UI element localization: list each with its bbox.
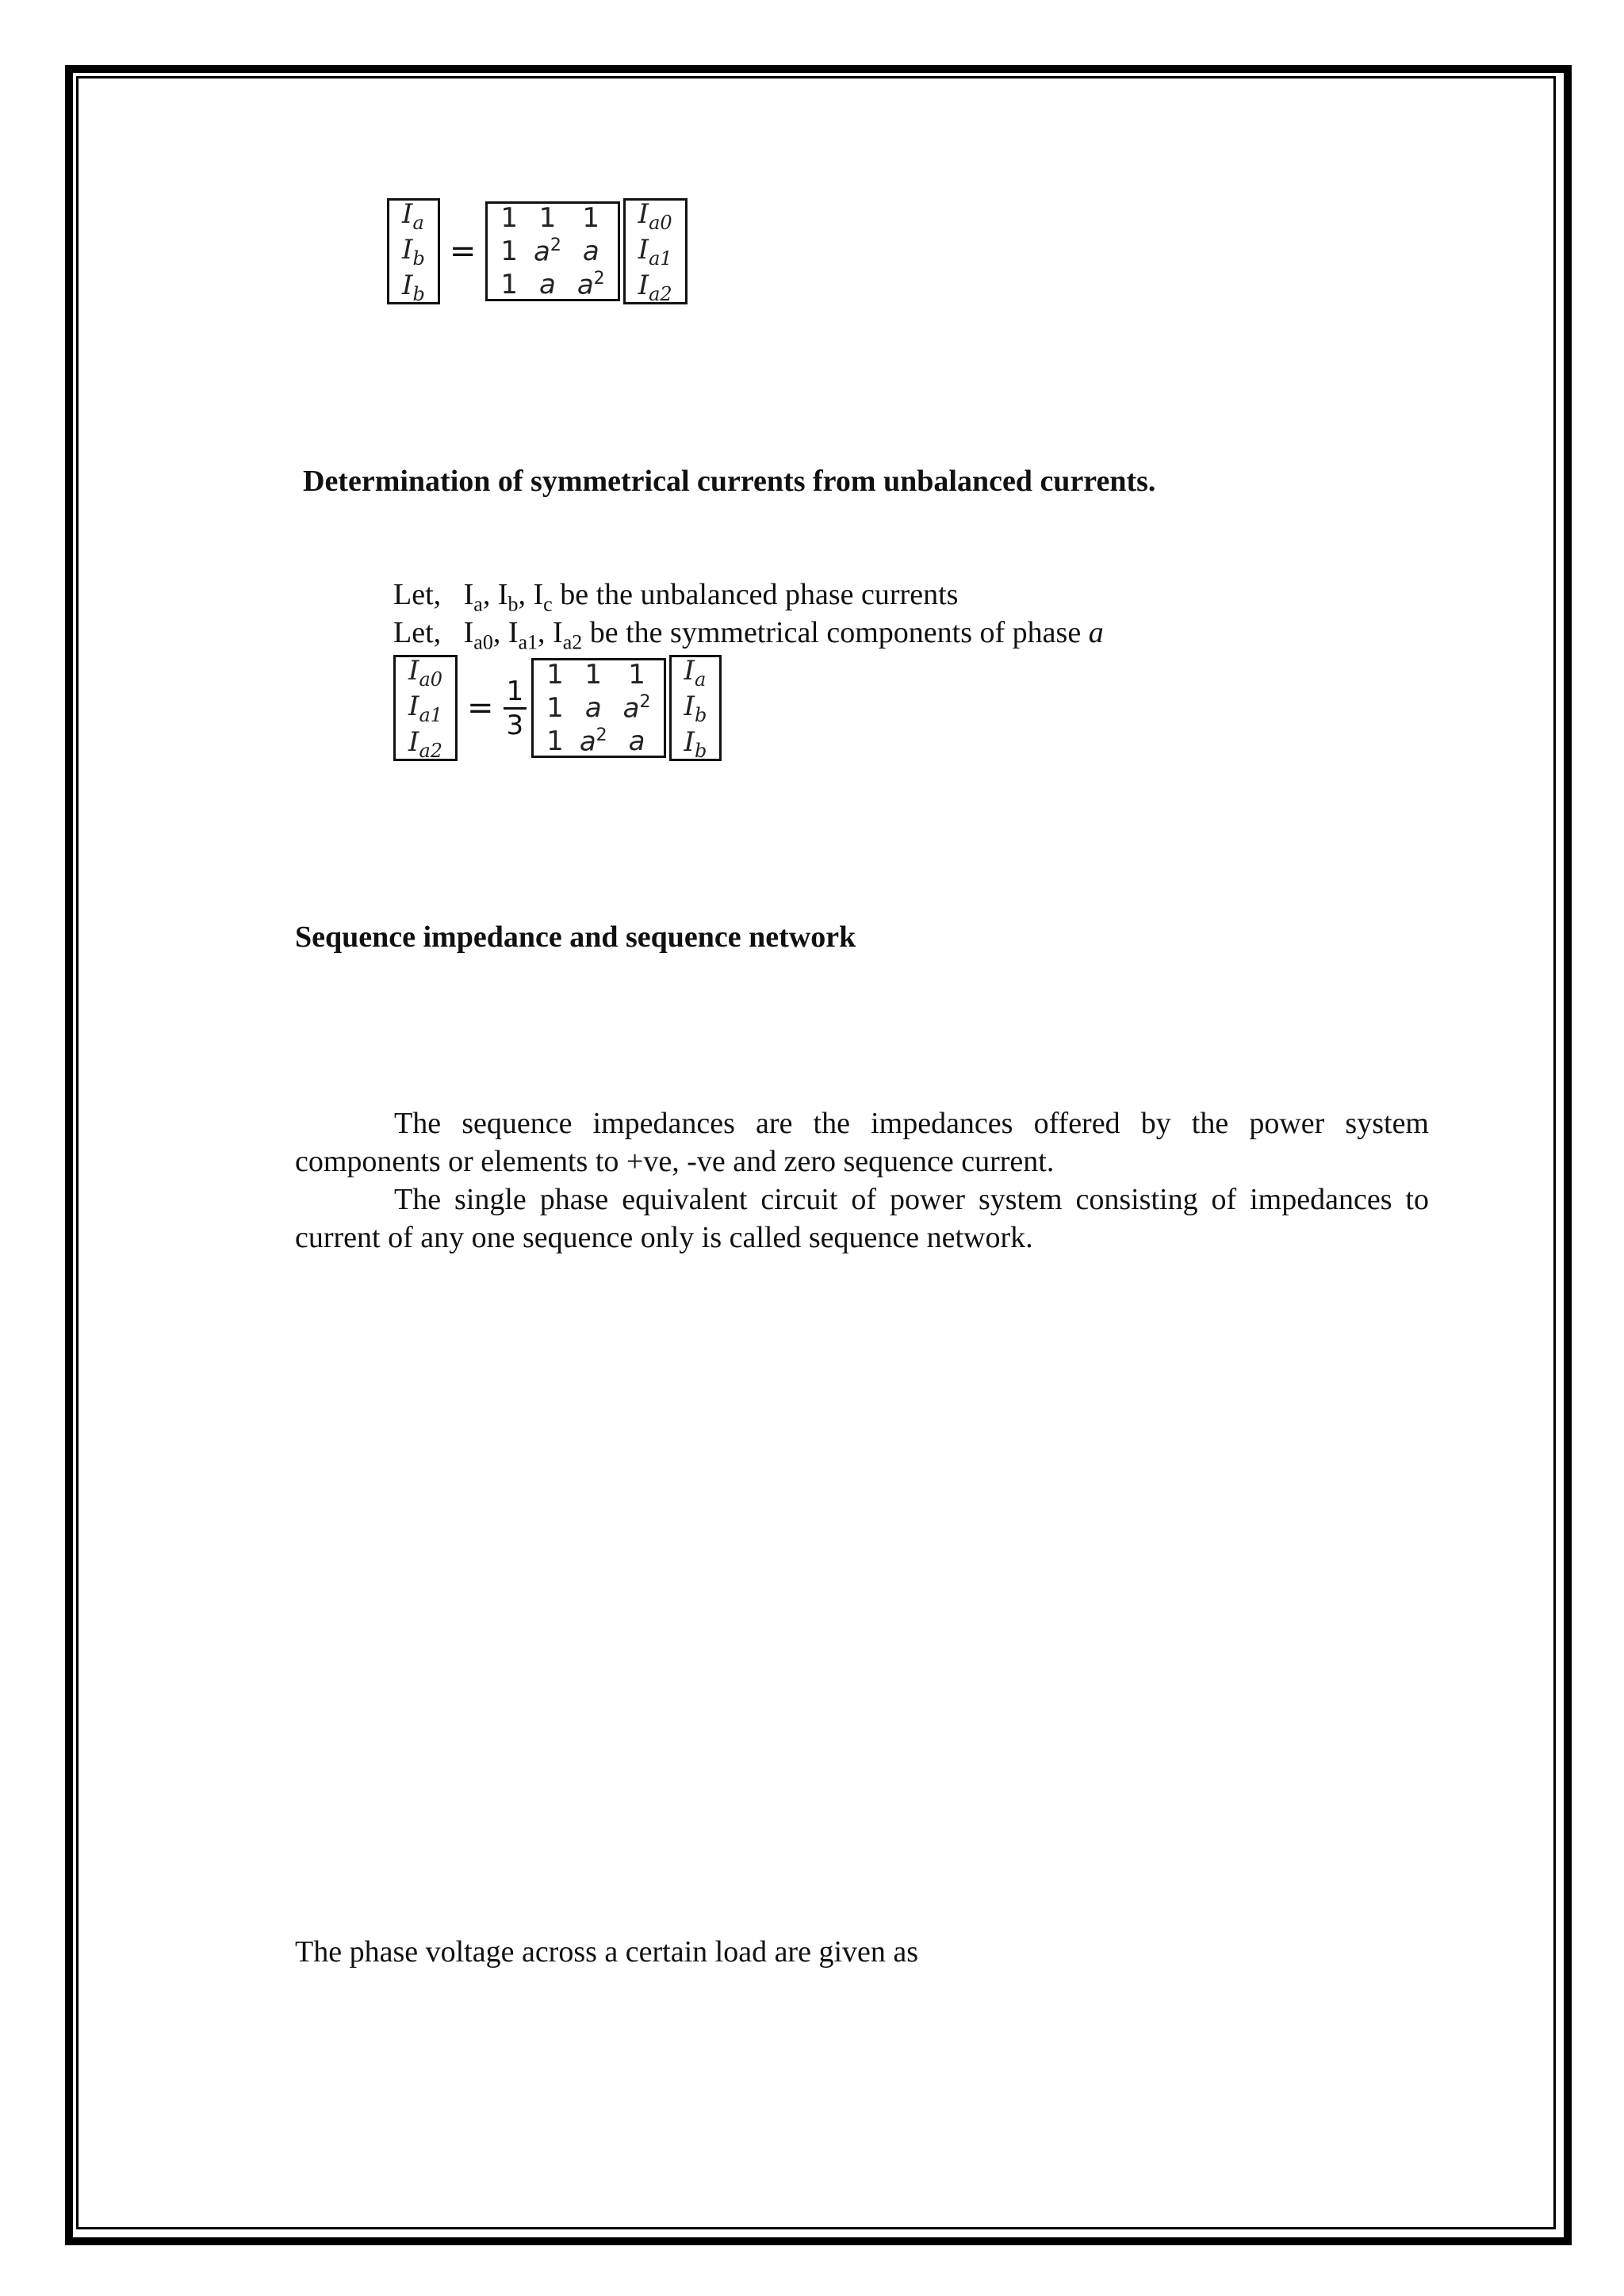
matrix-entry: 1 (500, 235, 518, 268)
phase-current-entry: $I_b$ (402, 233, 425, 270)
phase-current-entry: $I_a$ (684, 655, 707, 691)
equation-phase-currents (387, 198, 688, 304)
matrix-entry: a (582, 235, 599, 268)
equation-symmetrical-components (393, 655, 722, 761)
component-current-entry: $I_{a1}$ (408, 690, 443, 726)
matrix-entry: a (628, 725, 645, 758)
matrix-entry: 1 (582, 202, 600, 235)
operator-matrix (531, 658, 665, 758)
lhs-vector (393, 655, 458, 761)
matrix-entry: 1 (500, 202, 518, 235)
body-paragraphs (295, 1104, 1429, 1257)
matrix-entry: 1 (584, 659, 603, 691)
component-current-entry: $I_{a2}$ (408, 725, 443, 762)
component-current-entry: $I_{a0}$ (408, 655, 443, 691)
one-third-fraction: $\frac{1}{3}$ (504, 675, 527, 741)
matrix-entry: $a^2$ (533, 235, 561, 268)
phase-current-entry: $I_b$ (684, 690, 707, 726)
matrix-entry: 1 (546, 692, 564, 725)
phase-current-entry: $I_a$ (402, 198, 424, 234)
operator-matrix (485, 201, 619, 301)
let-line-unbalanced: Let, $I_a$, $I_b$, $I_c$ be the unbalanced phase currents (393, 578, 959, 616)
matrix-entry: 1 (546, 659, 564, 691)
section-heading-sequence-impedance: Sequence impedance and sequence network (295, 920, 856, 954)
let-line-symmetrical: Let, $I_{a0}$, $I_{a1}$, $I_{a2}$ be the symmetrical components of phase a (393, 616, 1104, 654)
section-heading-symmetrical-currents: Determination of symmetrical currents from unbalanced currents. (303, 465, 1156, 498)
matrix-entry: 1 (628, 659, 645, 691)
equals-sign: = (467, 690, 494, 727)
matrix-entry: a (584, 692, 602, 725)
matrix-entry: $a^2$ (579, 725, 607, 758)
matrix-entry: $a^2$ (576, 269, 605, 301)
matrix-entry: $a^2$ (622, 692, 651, 725)
rhs-vector (623, 198, 688, 304)
matrix-entry: 1 (546, 725, 564, 758)
rhs-vector (669, 655, 722, 761)
matrix-entry: 1 (500, 269, 518, 301)
phase-current-entry: $I_b$ (684, 725, 707, 762)
component-current-entry: $I_{a2}$ (638, 269, 672, 305)
lhs-vector (387, 198, 440, 304)
component-current-entry: $I_{a1}$ (638, 233, 672, 270)
bottom-sentence: The phase voltage across a certain load are given as (295, 1935, 919, 1969)
paragraph-sequence-network: The single phase equivalent circuit of power system consisting of impedances to current of any one sequence only is called sequence network. (295, 1183, 1429, 1254)
paragraph-sequence-impedances: The sequence impedances are the impedances offered by the power system components or elements to +ve, -ve and zero sequence current. (295, 1107, 1429, 1178)
matrix-entry: a (538, 269, 556, 301)
matrix-entry: 1 (538, 202, 557, 235)
component-current-entry: $I_{a0}$ (638, 198, 672, 234)
phase-current-entry: $I_b$ (402, 269, 425, 305)
equals-sign: = (449, 233, 477, 270)
